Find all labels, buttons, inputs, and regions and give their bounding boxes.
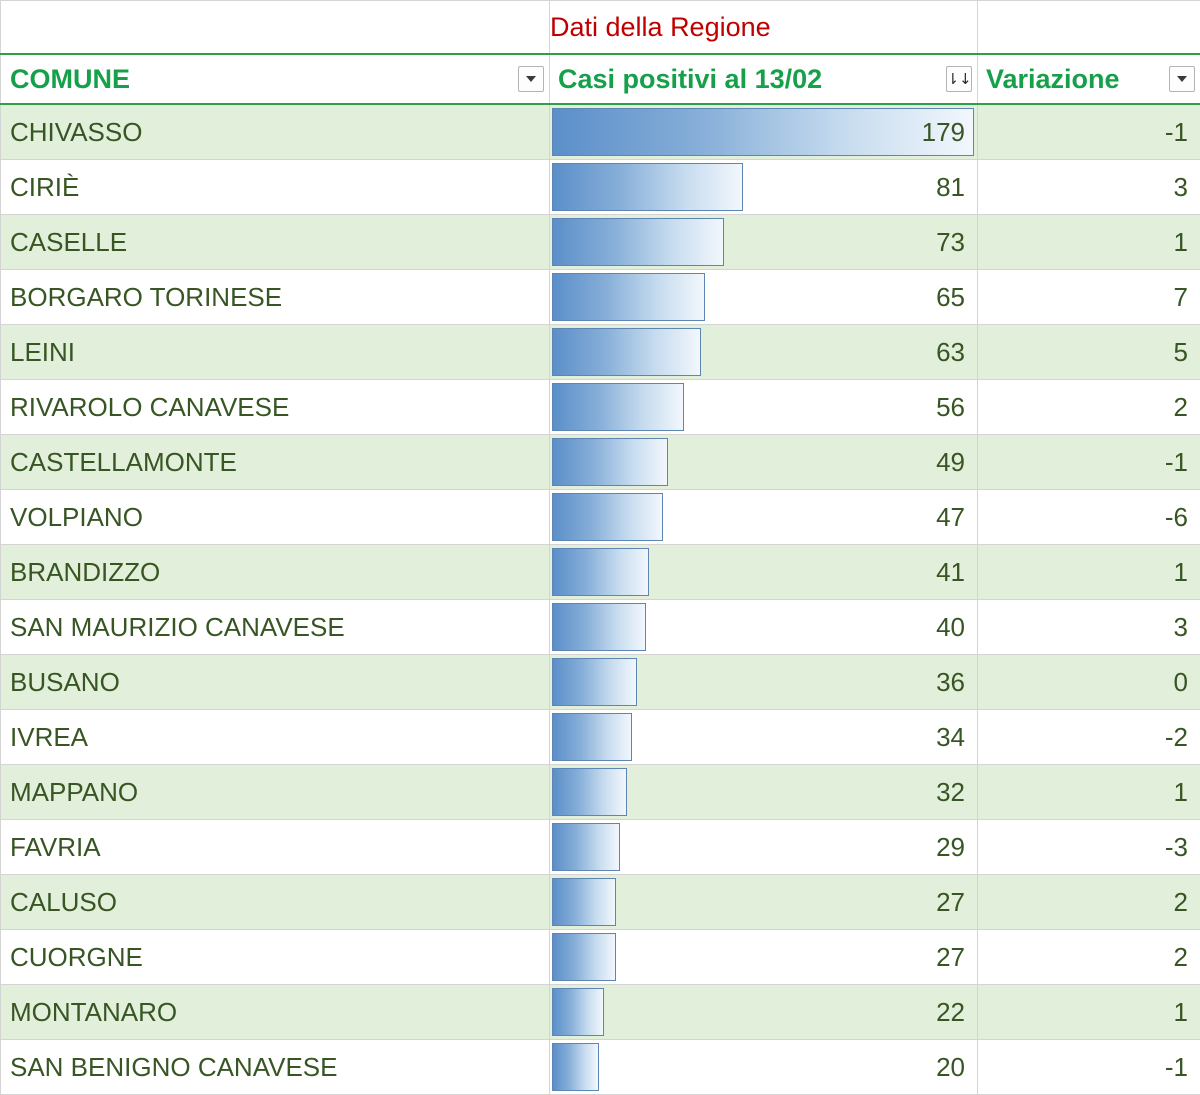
cell-value-casi: 73: [936, 215, 965, 269]
data-bar-wrapper: [550, 655, 977, 709]
cell-value-casi: 81: [936, 160, 965, 214]
cell-value-casi: 47: [936, 490, 965, 544]
table-row: [1, 765, 1200, 820]
table-row: [1, 270, 1200, 325]
cell-casi-positivi[interactable]: [550, 875, 978, 930]
filter-dropdown-icon-variazione[interactable]: [1169, 66, 1195, 92]
cell-variazione[interactable]: 7: [978, 270, 1200, 325]
header-label-variazione: Variazione: [978, 64, 1120, 94]
chevron-down-icon: [1177, 76, 1187, 82]
cell-value-casi: 22: [936, 985, 965, 1039]
cell-variazione[interactable]: -6: [978, 490, 1200, 545]
cell-comune[interactable]: CASTELLAMONTE: [1, 435, 550, 490]
data-bar-wrapper: [550, 325, 977, 379]
table-row: [1, 215, 1200, 270]
cell-value-casi: 27: [936, 875, 965, 929]
data-bar-wrapper: [550, 160, 977, 214]
data-bar: [552, 548, 649, 596]
cell-value-casi: 40: [936, 600, 965, 654]
table-row: [1, 655, 1200, 710]
data-bar: [552, 768, 627, 816]
table-row: [1, 545, 1200, 600]
cell-variazione[interactable]: 2: [978, 875, 1200, 930]
cell-variazione[interactable]: -1: [978, 104, 1200, 160]
cell-variazione[interactable]: -1: [978, 1040, 1200, 1095]
cell-variazione[interactable]: 1: [978, 545, 1200, 600]
data-bar-wrapper: [550, 710, 977, 764]
cell-comune[interactable]: VOLPIANO: [1, 490, 550, 545]
cell-casi-positivi[interactable]: [550, 545, 978, 600]
cell-casi-positivi[interactable]: [550, 435, 978, 490]
data-bar-wrapper: [550, 600, 977, 654]
header-label-casi: Casi positivi al 13/02: [550, 64, 822, 94]
data-bar: [552, 823, 620, 871]
data-bar: [552, 713, 632, 761]
header-row: [1, 54, 1200, 104]
cell-value-casi: 27: [936, 930, 965, 984]
region-data-title: Dati della Regione: [550, 1, 978, 55]
data-bar-wrapper: [550, 435, 977, 489]
table-row: [1, 435, 1200, 490]
data-bar-wrapper: [550, 875, 977, 929]
sort-descending-icon: ⇂↓: [946, 72, 971, 87]
data-bar-wrapper: [550, 270, 977, 324]
cell-variazione[interactable]: -2: [978, 710, 1200, 765]
cell-comune[interactable]: LEINI: [1, 325, 550, 380]
filter-dropdown-icon-comune[interactable]: [518, 66, 544, 92]
cell-casi-positivi[interactable]: [550, 325, 978, 380]
table-row: [1, 875, 1200, 930]
cell-comune[interactable]: BUSANO: [1, 655, 550, 710]
cell-comune[interactable]: CUORGNE: [1, 930, 550, 985]
title-row-empty-cell-right: [978, 1, 1200, 55]
cell-casi-positivi[interactable]: [550, 820, 978, 875]
sheet-body: [1, 1, 1200, 1095]
table-row: [1, 1040, 1200, 1095]
cell-comune[interactable]: CASELLE: [1, 215, 550, 270]
title-row-empty-cell: [1, 1, 550, 55]
data-bar: [552, 988, 604, 1036]
table-row: [1, 820, 1200, 875]
cell-casi-positivi[interactable]: [550, 985, 978, 1040]
cell-comune[interactable]: RIVAROLO CANAVESE: [1, 380, 550, 435]
cell-value-casi: 63: [936, 325, 965, 379]
cell-value-casi: 32: [936, 765, 965, 819]
cell-value-casi: 29: [936, 820, 965, 874]
table-row: [1, 380, 1200, 435]
data-bar: [552, 603, 646, 651]
data-bar: [552, 163, 743, 211]
cell-value-casi: 65: [936, 270, 965, 324]
cell-value-casi: 36: [936, 655, 965, 709]
data-bar-wrapper: [550, 1040, 977, 1094]
data-bar-wrapper: [550, 930, 977, 984]
header-label-comune: COMUNE: [1, 64, 130, 94]
data-bar: [552, 383, 684, 431]
table-row: [1, 930, 1200, 985]
region-title-row: [1, 1, 1200, 55]
cell-value-casi: 34: [936, 710, 965, 764]
cell-comune[interactable]: FAVRIA: [1, 820, 550, 875]
cell-casi-positivi[interactable]: [550, 380, 978, 435]
data-bar-wrapper: [550, 490, 977, 544]
table-row: [1, 325, 1200, 380]
data-bar: [552, 328, 701, 376]
cell-variazione[interactable]: 2: [978, 930, 1200, 985]
cell-casi-positivi[interactable]: [550, 600, 978, 655]
cell-comune[interactable]: CALUSO: [1, 875, 550, 930]
cell-comune[interactable]: BRANDIZZO: [1, 545, 550, 600]
cell-variazione[interactable]: -3: [978, 820, 1200, 875]
table-row: [1, 160, 1200, 215]
sort-descending-filter-icon-casi[interactable]: [946, 66, 972, 92]
table-row: [1, 985, 1200, 1040]
cell-casi-positivi[interactable]: [550, 765, 978, 820]
cell-value-casi: 20: [936, 1040, 965, 1094]
data-bar: [552, 933, 616, 981]
cell-casi-positivi[interactable]: [550, 1040, 978, 1095]
cell-value-casi: 56: [936, 380, 965, 434]
cell-variazione[interactable]: 5: [978, 325, 1200, 380]
cell-value-casi: 179: [922, 105, 965, 159]
data-bar: [552, 658, 637, 706]
cell-variazione[interactable]: 2: [978, 380, 1200, 435]
data-bar: [552, 1043, 599, 1091]
cell-variazione[interactable]: -1: [978, 435, 1200, 490]
cell-comune[interactable]: CHIVASSO: [1, 104, 550, 160]
cell-casi-positivi[interactable]: [550, 710, 978, 765]
data-bar: [552, 108, 974, 156]
cell-comune[interactable]: MAPPANO: [1, 765, 550, 820]
data-bar: [552, 273, 705, 321]
data-bar-wrapper: [550, 765, 977, 819]
table-row: [1, 104, 1200, 160]
data-bar: [552, 438, 668, 486]
cell-casi-positivi[interactable]: [550, 655, 978, 710]
cell-casi-positivi[interactable]: [550, 930, 978, 985]
header-cell-variazione: [978, 54, 1200, 104]
cell-comune[interactable]: SAN MAURIZIO CANAVESE: [1, 600, 550, 655]
chevron-down-icon: [526, 76, 536, 82]
data-bar: [552, 878, 616, 926]
data-bar-wrapper: [550, 985, 977, 1039]
cell-variazione[interactable]: 1: [978, 765, 1200, 820]
data-bar-wrapper: [550, 215, 977, 269]
data-bar: [552, 493, 663, 541]
table-row: [1, 710, 1200, 765]
cell-variazione[interactable]: 3: [978, 160, 1200, 215]
cell-comune[interactable]: IVREA: [1, 710, 550, 765]
header-cell-comune: [1, 54, 550, 104]
cell-comune[interactable]: BORGARO TORINESE: [1, 270, 550, 325]
cell-comune[interactable]: MONTANARO: [1, 985, 550, 1040]
cell-variazione[interactable]: 1: [978, 985, 1200, 1040]
data-bar: [552, 218, 724, 266]
cell-variazione[interactable]: 3: [978, 600, 1200, 655]
cell-variazione[interactable]: 1: [978, 215, 1200, 270]
cell-comune[interactable]: CIRIÈ: [1, 160, 550, 215]
table-row: [1, 600, 1200, 655]
data-bar-wrapper: [550, 545, 977, 599]
cell-value-casi: 49: [936, 435, 965, 489]
data-bar-wrapper: [550, 105, 977, 159]
cell-casi-positivi[interactable]: [550, 215, 978, 270]
cell-value-casi: 41: [936, 545, 965, 599]
cell-casi-positivi[interactable]: [550, 490, 978, 545]
data-bar-wrapper: [550, 820, 977, 874]
data-bar-wrapper: [550, 380, 977, 434]
cell-casi-positivi[interactable]: [550, 160, 978, 215]
cell-variazione[interactable]: 0: [978, 655, 1200, 710]
cell-casi-positivi[interactable]: [550, 270, 978, 325]
cell-comune[interactable]: SAN BENIGNO CANAVESE: [1, 1040, 550, 1095]
cell-casi-positivi[interactable]: [550, 104, 978, 160]
header-cell-casi: [550, 54, 978, 104]
table-row: [1, 490, 1200, 545]
